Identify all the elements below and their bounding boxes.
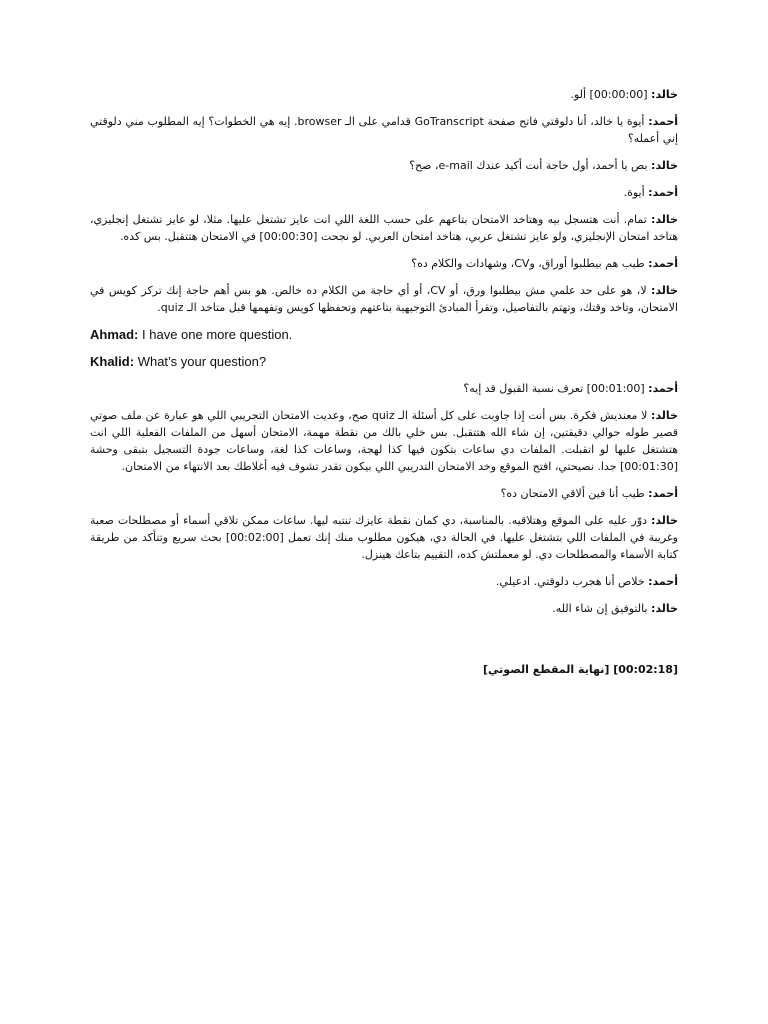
transcript-line	[90, 157, 678, 174]
speaker-label: أحمد:	[648, 186, 678, 199]
transcript-line	[90, 184, 678, 201]
line-text: [00:01:00] تعرف نسبة القبول قد إيه؟	[463, 382, 645, 395]
line-text: طيب هم بيطلبوا أوراق، وCV، وشهادات والكلام ده؟	[411, 257, 645, 270]
line-text: What’s your question?	[137, 354, 267, 369]
line-text: طيب أنا فين ألاقي الامتحان ده؟	[500, 487, 645, 500]
line-text: تمام. أنت هتسجل بيه وهتاخد الامتحان بتاعهم على حسب اللغة اللي انت عايز تشتغل عليها. مثلا، لو عايز تشتغل إنجليزي، هتاخد امتحان الإنجليزي، ولو عايز تشتغل عربي، هتاخد امتحان العربي. لو نجحت [00:00:30] في الامتحان هتتقبل. بس كده.	[90, 213, 678, 243]
speaker-label: Ahmad:	[90, 327, 139, 342]
speaker-label: خالد:	[651, 514, 678, 527]
speaker-label: خالد:	[651, 409, 678, 422]
transcript-line	[90, 573, 678, 590]
english-line	[90, 353, 678, 371]
speaker-label: خالد:	[651, 213, 678, 226]
line-text: I have one more question.	[142, 327, 293, 342]
line-text: أيوة.	[623, 186, 645, 199]
transcript-line	[90, 380, 678, 397]
line-text: لا معنديش فكرة. بس أنت إذا جاوبت على كل أسئلة الـ quiz صح، وعديت الامتحان التجريبي اللي هو عبارة عن ملف صوتي قصير طوله حوالي دقيقتين، إن شاء الله هتتقبل. بس خلي بالك من نقطة مهمة، الامتحان أسهل من الملفات الفعلية اللي انت هتشتغل عليها لو اتقبلت. الملفات دي ساعات بتكون فيها كذا لهجة، وساعات كذا لغة، وساعات جودة التسجيل بتبقى وحشة [00:01:30] جدا. نصيحتي، افتح الموقع وخد الامتحان التدريبي اللي بيكون تقدر تشوف فيه أغلاطك بعد الانتهاء من الامتحان.	[90, 409, 678, 473]
speaker-label: خالد:	[651, 284, 678, 297]
transcript-page	[90, 86, 678, 688]
speaker-label: أحمد:	[648, 487, 678, 500]
line-text: بص يا أحمد، أول حاجة أنت أكيد عندك e-mail، صح؟	[409, 159, 648, 172]
line-text: دوّر عليه على الموقع وهتلاقيه. بالمناسبة، دي كمان نقطة عايزك تنتبه ليها. ساعات ممكن تلاقي أسماء أو مصطلحات صعبة وغريبة في الملفات اللي بتشتغل عليها. في الحالة دي، هيكون مطلوب منك إنك تعمل [00:02:00] بحث سريع وتتأكد من طريقة كتابة الأسماء والمصطلحات دي. لو معملتش كده، التقييم بتاعك هينزل.	[90, 514, 678, 561]
line-text: بالتوفيق إن شاء الله.	[552, 602, 648, 615]
transcript-line	[90, 113, 678, 147]
speaker-label: خالد:	[651, 88, 678, 101]
speaker-label: خالد:	[651, 159, 678, 172]
speaker-label: أحمد:	[648, 575, 678, 588]
transcript-line	[90, 512, 678, 563]
transcript-line	[90, 282, 678, 316]
speaker-label: خالد:	[651, 602, 678, 615]
speaker-label: Khalid:	[90, 354, 135, 369]
line-text: لا، هو على حد علمي مش بيطلبوا ورق، أو CV، أو أي حاجة من الكلام ده خالص. هو بس أهم حاجة إنك تركز كويس في الامتحان، وتاخد وقتك، وتهتم بالتفاصيل، وتقرأ المبادئ التوجيهية بتاعتهم وتحفظها كويس وتفهمها قبل متاخد الـ quiz.	[90, 284, 678, 314]
speaker-label: أحمد:	[648, 257, 678, 270]
transcript-line	[90, 211, 678, 245]
english-line	[90, 326, 678, 344]
transcript-line	[90, 407, 678, 475]
line-text: أيوة يا خالد، أنا دلوقتي فاتح صفحة GoTranscript قدامي على الـ browser. إيه هي الخطوات؟ إيه المطلوب مني دلوقتي إني أعمله؟	[90, 115, 678, 145]
line-text: خلاص أنا هجرب دلوقتي. ادعيلي.	[495, 575, 645, 588]
transcript-line	[90, 255, 678, 272]
end-of-audio-marker: [00:02:18] [نهاية المقطع الصوتي]	[483, 663, 678, 676]
line-text: [00:00:00] ألو.	[570, 88, 648, 101]
transcript-line	[90, 86, 678, 103]
speaker-label: أحمد:	[648, 382, 678, 395]
transcript-line	[90, 485, 678, 502]
transcript-line	[90, 600, 678, 617]
speaker-label: أحمد:	[648, 115, 679, 128]
